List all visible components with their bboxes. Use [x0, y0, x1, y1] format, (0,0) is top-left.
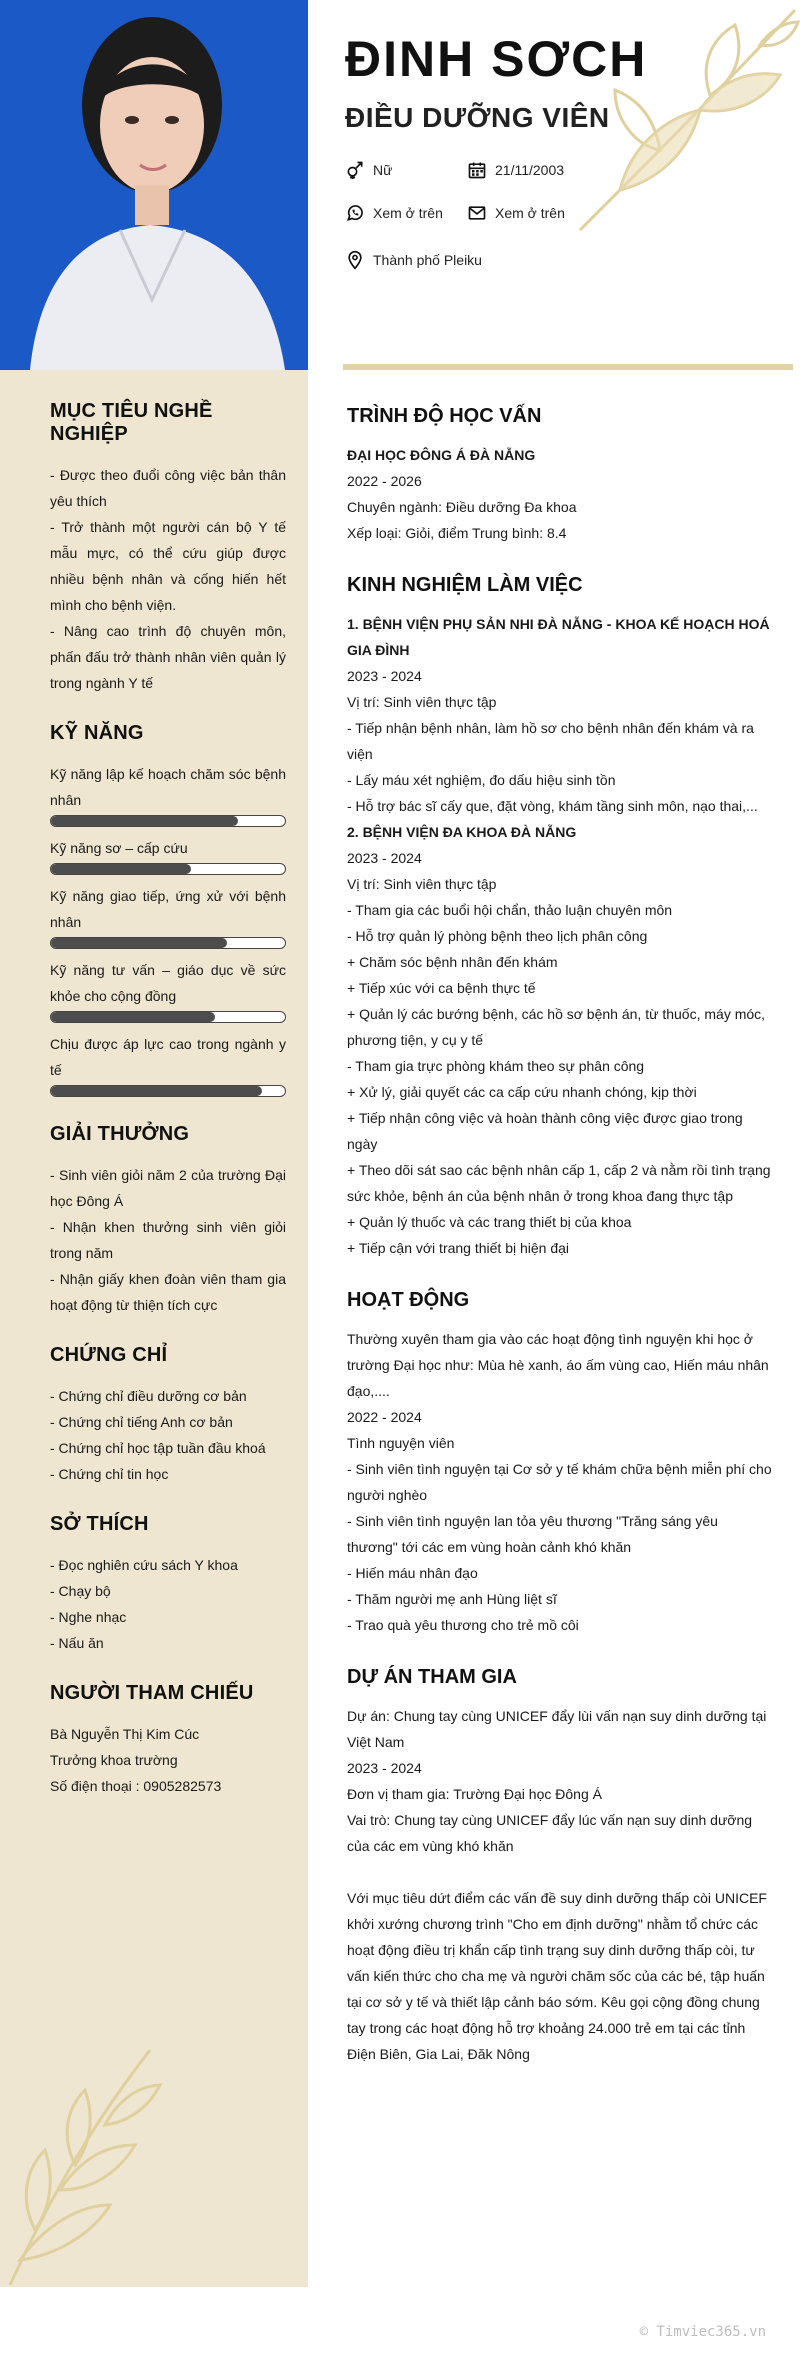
objective-line: - Nâng cao trình độ chuyên môn, phấn đấu trở thành nhân viên quản lý trong ngành Y tế: [50, 623, 286, 691]
skill-item: [50, 883, 286, 949]
activity-line: - Sinh viên tình nguyện tại Cơ sở y tế khám chữa bệnh miễn phí cho người nghèo: [347, 1461, 772, 1503]
section-title: DỰ ÁN THAM GIA: [347, 1666, 517, 1688]
reference-line: Bà Nguyễn Thị Kim Cúc: [50, 1726, 200, 1742]
reference-line: Số điện thoại : 0905282573: [50, 1778, 222, 1794]
experience-section: [347, 574, 772, 1261]
certificate-line: - Chứng chỉ điều dưỡng cơ bản: [50, 1388, 247, 1404]
objective-line: - Trở thành một người cán bộ Y tế mẫu mực, có thể cứu giúp được nhiều bệnh nhân và cống hiến hết mình cho bệnh viện.: [50, 519, 286, 613]
skill-bar: [50, 937, 286, 949]
activities-intro: Thường xuyên tham gia vào các hoạt động tình nguyện khi học ở trường Đại học như: Mùa hè xanh, áo ấm vùng cao, Hiến máu nhân đạo,....: [347, 1331, 769, 1399]
job-duty: + Tiếp nhận công việc và hoàn thành công việc được giao trong ngày: [347, 1110, 743, 1152]
skill-item: [50, 835, 286, 875]
certificates-section: [50, 1344, 286, 1487]
job-period: 2023 - 2024: [347, 850, 422, 866]
project-role: Vai trò: Chung tay cùng UNICEF đẩy lúc vấn nạn suy dinh dưỡng của các em vùng khó khăn: [347, 1812, 753, 1854]
references-section: [50, 1682, 286, 1799]
whatsapp-icon: [345, 203, 365, 223]
awards-section: [50, 1123, 286, 1318]
leaf-decoration-bottom-icon: [0, 2030, 170, 2290]
job-duty: + Quản lý các bướng bệnh, các hồ sơ bệnh án, từ thuốc, máy móc, phương tiện, y cụ y tế: [347, 1006, 766, 1048]
address-value: Thành phố Pleiku: [373, 252, 482, 268]
location-pin-icon: [345, 250, 365, 270]
job-duty: + Xử lý, giải quyết các ca cấp cứu nhanh chóng, kịp thời: [347, 1084, 697, 1100]
award-line: - Nhận khen thưởng sinh viên giỏi trong năm: [50, 1219, 286, 1261]
hobby-line: - Nấu ăn: [50, 1635, 104, 1651]
award-line: - Nhận giấy khen đoàn viên tham gia hoạt động từ thiện tích cực: [50, 1271, 286, 1313]
gender-row: [345, 160, 392, 180]
activities-period: 2022 - 2024: [347, 1409, 422, 1425]
skill-fill: [51, 1086, 262, 1096]
job-role: Vị trí: Sinh viên thực tập: [347, 876, 497, 892]
job-period: 2023 - 2024: [347, 668, 422, 684]
skill-name: Kỹ năng tư vấn – giáo dục về sức khỏe cho cộng đồng: [50, 962, 286, 1004]
phone-value: Xem ở trên: [373, 205, 443, 221]
skill-bar: [50, 863, 286, 875]
projects-section: [347, 1666, 772, 2067]
skill-bar: [50, 1085, 286, 1097]
portrait-icon: [0, 0, 308, 370]
section-title: GIẢI THƯỞNG: [50, 1123, 190, 1145]
section-title: KỸ NĂNG: [50, 722, 144, 744]
skills-section: [50, 722, 286, 1097]
job-duty: + Chăm sóc bệnh nhân đến khám: [347, 954, 558, 970]
job-duty: + Tiếp cận với trang thiết bị hiện đại: [347, 1240, 570, 1256]
job-heading: 1. BỆNH VIỆN PHỤ SẢN NHI ĐÀ NẴNG - KHOA KẾ HOẠCH HOÁ GIA ĐÌNH: [347, 616, 770, 658]
gender-icon: [345, 160, 365, 180]
hobby-line: - Đọc nghiên cứu sách Y khoa: [50, 1557, 238, 1573]
skill-fill: [51, 938, 227, 948]
mail-icon: [467, 203, 487, 223]
profile-photo: [0, 0, 308, 370]
hobby-line: - Nghe nhạc: [50, 1609, 127, 1625]
section-title: HOẠT ĐỘNG: [347, 1289, 470, 1311]
job-duty: + Quản lý thuốc và các trang thiết bị của khoa: [347, 1214, 632, 1230]
project-name: Dự án: Chung tay cùng UNICEF đẩy lùi vấn nạn suy dinh dưỡng tại Việt Nam: [347, 1708, 767, 1750]
phone-row: [345, 203, 443, 223]
skill-name: Chịu được áp lực cao trong ngành y tế: [50, 1036, 286, 1078]
project-org: Đơn vị tham gia: Trường Đại học Đông Á: [347, 1786, 602, 1802]
certificate-line: - Chứng chỉ học tập tuần đầu khoá: [50, 1440, 266, 1456]
header-divider: [343, 364, 793, 370]
calendar-icon: [467, 160, 487, 180]
job-duty: - Hỗ trợ quản lý phòng bệnh theo lịch phân công: [347, 928, 648, 944]
section-title: CHỨNG CHỈ: [50, 1344, 168, 1366]
hobby-line: - Chạy bộ: [50, 1583, 111, 1599]
skill-item: [50, 761, 286, 827]
skill-item: [50, 957, 286, 1023]
job-duty: - Tham gia trực phòng khám theo sự phân công: [347, 1058, 645, 1074]
job-duty: - Tiếp nhận bệnh nhân, làm hồ sơ cho bệnh nhân đến khám và ra viện: [347, 720, 754, 762]
job-duty: - Lấy máu xét nghiệm, đo dấu hiệu sinh tồn: [347, 772, 616, 788]
address-row: [345, 250, 482, 270]
skill-fill: [51, 816, 238, 826]
job-duty: + Theo dõi sát sao các bệnh nhân cấp 1, cấp 2 và nằm rồi tình trạng sức khỏe, bệnh án của bệnh nhân ở trong khoa đang thực tập: [347, 1162, 771, 1204]
activities-section: [347, 1289, 772, 1638]
skill-fill: [51, 864, 191, 874]
sidebar-content: [50, 400, 286, 1825]
main-content: [347, 405, 772, 2095]
section-title: TRÌNH ĐỘ HỌC VẤN: [347, 405, 542, 427]
email-row: [467, 203, 565, 223]
candidate-name: ĐINH SƠCH: [345, 31, 648, 87]
section-title: MỤC TIÊU NGHỀ NGHIỆP: [50, 400, 213, 445]
objective-line: - Được theo đuổi công việc bản thân yêu thích: [50, 467, 286, 509]
school-name: ĐẠI HỌC ĐÔNG Á ĐÀ NẴNG: [347, 447, 536, 463]
award-line: - Sinh viên giỏi năm 2 của trường Đại học Đông Á: [50, 1167, 286, 1209]
education-period: 2022 - 2026: [347, 473, 422, 489]
birthdate-row: [467, 160, 564, 180]
section-title: NGƯỜI THAM CHIẾU: [50, 1682, 254, 1704]
job-duty: - Hỗ trợ bác sĩ cấy que, đặt vòng, khám tầng sinh môn, nạo thai,...: [347, 798, 758, 814]
reference-line: Trưởng khoa trường: [50, 1752, 178, 1768]
section-title: KINH NGHIỆM LÀM VIỆC: [347, 574, 583, 596]
email-value: Xem ở trên: [495, 205, 565, 221]
hobbies-section: [50, 1513, 286, 1656]
skill-name: Kỹ năng lập kế hoạch chăm sóc bệnh nhân: [50, 766, 286, 808]
watermark: © Timviec365.vn: [639, 2324, 766, 2340]
certificate-line: - Chứng chỉ tin học: [50, 1466, 169, 1482]
education-section: [347, 405, 772, 546]
gender-value: Nữ: [373, 162, 393, 178]
education-rank: Xếp loại: Giỏi, điểm Trung bình: 8.4: [347, 525, 567, 541]
education-major: Chuyên ngành: Điều dưỡng Đa khoa: [347, 499, 577, 515]
skill-name: Kỹ năng giao tiếp, ứng xử với bệnh nhân: [50, 888, 286, 930]
activity-line: - Sinh viên tình nguyện lan tỏa yêu thương "Trăng sáng yêu thương" tới các em vùng hoàn cảnh khó khăn: [347, 1513, 718, 1555]
skill-item: [50, 1031, 286, 1097]
activity-line: - Hiến máu nhân đạo: [347, 1565, 478, 1581]
project-description: Với mục tiêu dứt điểm các vấn đề suy dinh dưỡng thấp còi UNICEF khởi xướng chương trình "Cho em định dưỡng" nhằm tổ chức các hoạt động điều trị khẩn cấp tình trạng suy dinh dưỡng thấp còi, tư vấn kiến thức cho cha mẹ và người chăm sốc của các bé, tập huấn tại cơ sở y tế và thiết lập cảnh báo sớm. Kêu gọi cộng đồng chung tay trong các hoạt động hỗ trợ khoảng 24.000 trẻ em tại các tỉnh Điện Biên, Gia Lai, Đăk Nông: [347, 1890, 767, 2062]
objective-section: [50, 400, 286, 696]
job-duty: - Tham gia các buổi hội chẩn, thảo luận chuyên môn: [347, 902, 673, 918]
job-heading: 2. BỆNH VIỆN ĐA KHOA ĐÀ NẴNG: [347, 824, 577, 840]
certificate-line: - Chứng chỉ tiếng Anh cơ bản: [50, 1414, 233, 1430]
birthdate-value: 21/11/2003: [495, 162, 565, 178]
section-title: SỞ THÍCH: [50, 1513, 149, 1535]
skill-name: Kỹ năng sơ – cấp cứu: [50, 840, 188, 856]
job-duty: + Tiếp xúc với ca bệnh thực tế: [347, 980, 536, 996]
project-period: 2023 - 2024: [347, 1760, 422, 1776]
skill-bar: [50, 1011, 286, 1023]
activity-line: - Thăm người mẹ anh Hùng liệt sĩ: [347, 1591, 557, 1607]
activity-line: - Trao quà yêu thương cho trẻ mồ côi: [347, 1617, 579, 1633]
skill-fill: [51, 1012, 215, 1022]
job-title: ĐIỀU DƯỠNG VIÊN: [345, 102, 610, 133]
activities-role: Tình nguyện viên: [347, 1435, 455, 1451]
job-role: Vị trí: Sinh viên thực tập: [347, 694, 497, 710]
skill-bar: [50, 815, 286, 827]
